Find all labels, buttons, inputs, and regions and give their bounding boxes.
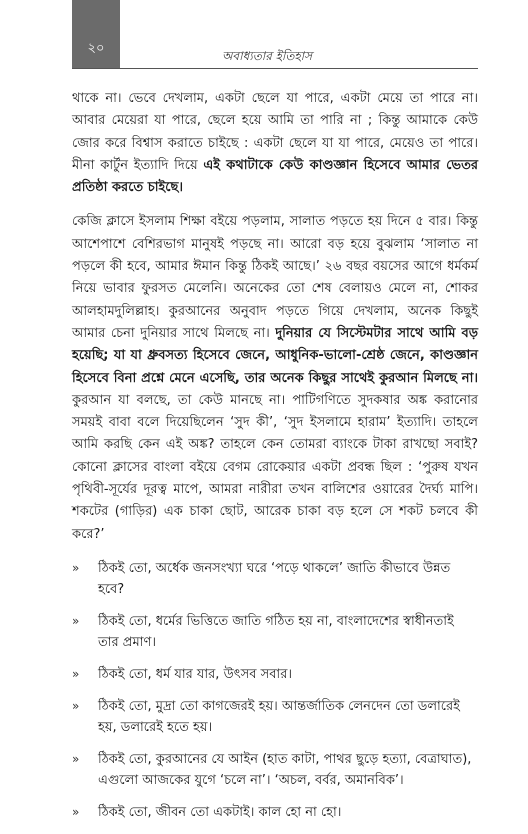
list-item-text: ঠিকই তো, ধর্মের ভিত্তিতে জাতি গঠিত হয় না, বাংলাদেশের স্বাধীনতাই তার প্রমাণ। bbox=[98, 613, 454, 650]
text-run: থাকে না। ভেবে দেখলাম, একটা ছেলে যা পারে, একটা মেয়ে তা পারে না। আবার মেয়েরা যা পারে, ছেলে হয়ে আমি তা পারি না ; কিন্তু আমাকে কেউ জোর করে বিশ্বাস করাতে চাইছে : একটা ছেলে যা যা পারে, মেয়েও তা পারে। মীনা কার্টুন ইত্যাদি দিয়ে bbox=[72, 91, 478, 173]
list-item-text: ঠিকই তো, অর্ধেক জনসংখ্যা ঘরে ‘পড়ে থাকলে’ জাতি কীভাবে উন্নত হবে? bbox=[98, 560, 451, 597]
page-number: ২০ bbox=[87, 41, 105, 56]
page-number-tab bbox=[72, 0, 120, 68]
list-item bbox=[72, 611, 478, 653]
running-title: অবাধ্যতার ইতিহাস bbox=[222, 49, 313, 63]
bullet-icon: » bbox=[72, 804, 80, 819]
list-item-text: ঠিকই তো, মুদ্রা তো কাগজেরই হয়। আন্তর্জাতিক লেনদেন তো ডলারেই হয়, ডলারেই হতে হয়। bbox=[98, 698, 460, 735]
page-body bbox=[72, 88, 478, 834]
list-item bbox=[72, 558, 478, 600]
bold-text-run: দুনিয়ার যে সিস্টেমটার সাথে আমি বড় হয়েছি; যা যা ধ্রুবসত্য হিসেবে জেনে, আধুনিক-ভালো-শ্রেষ্ঠ জেনে, কাণ্ডজ্ঞান হিসেবে বিনা প্রশ্নে মেনে এসেছি, তার অনেক কিছুর সাথেই কুরআন মিলছে না। bbox=[72, 325, 478, 386]
list-item-text: ঠিকই তো, জীবন তো একটাই। কাল হো না হো। bbox=[98, 804, 342, 820]
list-item bbox=[72, 664, 478, 685]
bullet-icon: » bbox=[72, 613, 80, 628]
paragraph bbox=[72, 88, 478, 199]
bullet-icon: » bbox=[72, 751, 80, 766]
bold-text-run: এই কথাটাকে কেউ কাণ্ডজ্ঞান হিসেবে আমার ভেতর প্রতিষ্ঠা করতে চাইছে। bbox=[72, 157, 478, 196]
bullet-icon: » bbox=[72, 560, 80, 575]
text-run: কুরআন যা বলছে, তা কেউ মানছে না। পাটিগণিতে সুদকষার অঙ্ক করানোর সময়ই বাবা বলে দিয়েছিলেন ‘সুদ কী’, ‘সুদ ইসলামে হারাম’ ইত্যাদি। তাহলে আমি করছি কেন এই অঙ্ক? তাহলে কেন তোমরা ব্যাংকে টাকা রাখছো সবাই? কোনো ক্লাসের বাংলা বইয়ে বেগম রোকেয়ার একটা প্রবন্ধ ছিল : ‘পুরুষ যখন পৃথিবী-সূর্যের দূরত্ব মাপে, আমরা নারীরা তখন বালিশের ওয়ারের দৈর্ঘ্য মাপি। শকটের (গাড়ির) এক চাকা ছোট, আরেক চাকা বড় হলে সে শকট চলবে কী করে?’ bbox=[72, 392, 478, 542]
list-item-text: ঠিকই তো, ধর্ম যার যার, উৎসব সবার। bbox=[98, 666, 292, 682]
paragraph bbox=[72, 211, 478, 545]
bullet-icon: » bbox=[72, 666, 80, 681]
header-rule bbox=[72, 68, 478, 69]
list-item bbox=[72, 802, 478, 823]
list-item bbox=[72, 749, 478, 791]
text-run: কেজি ক্লাসে ইসলাম শিক্ষা বইয়ে পড়লাম, সালাত পড়তে হয় দিনে ৫ বার। কিন্তু আশেপাশে বেশিরভাগ মানুষই পড়ছে না। আরো বড় হয়ে বুঝলাম ‘সালাত না পড়লে কী হবে, আমার ঈমান কিন্তু ঠিকই আছে।’ ২৬ বছর বয়সের আগে ধর্মকর্ম নিয়ে ভাবার ফুরসত মেলেনি। অনেকের তো শেষ বেলায়ও মেলে না, শোকর আলহামদুলিল্লাহ। কুরআনের অনুবাদ পড়তে গিয়ে দেখলাম, অনেক কিছুই আমার চেনা দুনিয়ার সাথে মিলছে না। bbox=[72, 214, 478, 341]
list-item-text: ঠিকই তো, কুরআনের যে আইন (হাত কাটা, পাথর ছুড়ে হত্যা, বেত্রাঘাত), এগুলো আজকের যুগে ‘চলে না’। ‘অচল, বর্বর, অমানবিক’। bbox=[98, 751, 472, 788]
bullet-icon: » bbox=[72, 698, 80, 713]
bullet-list bbox=[72, 558, 478, 823]
list-item bbox=[72, 696, 478, 738]
